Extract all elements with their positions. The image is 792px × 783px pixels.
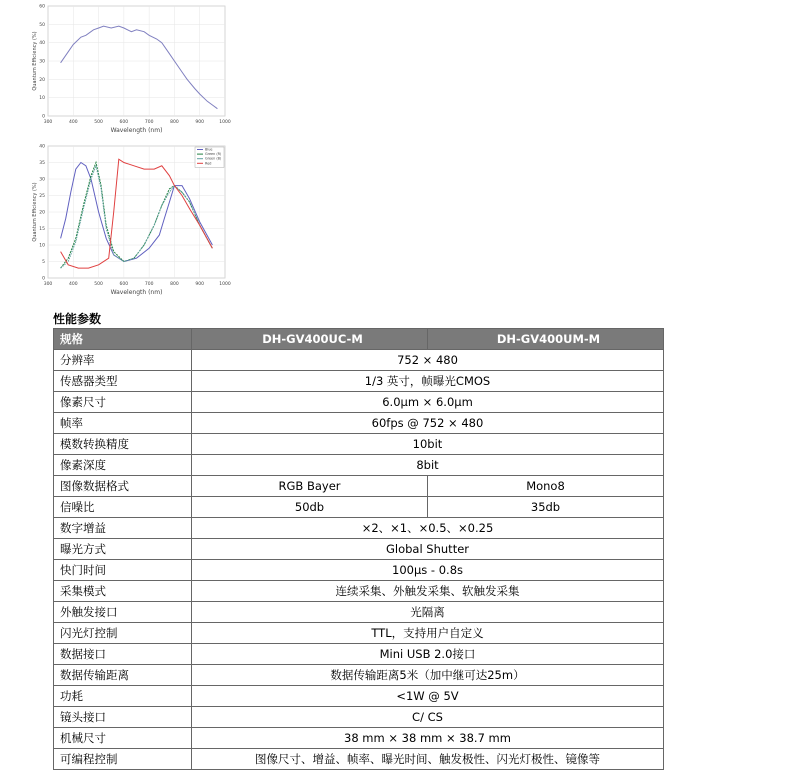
section-title: 性能参数 bbox=[53, 312, 102, 326]
legend-label: Green (R) bbox=[205, 152, 222, 157]
spec-label: 曝光方式 bbox=[54, 539, 192, 560]
spec-header-row bbox=[54, 329, 664, 350]
y-axis-label: Quantum Efficiency (%) bbox=[32, 182, 38, 242]
table-row bbox=[54, 644, 664, 665]
quantum-efficiency-chart-color bbox=[30, 140, 235, 300]
spec-value: 连续采集、外触发采集、软触发采集 bbox=[192, 581, 664, 602]
y-tick-label: 30 bbox=[39, 177, 45, 183]
table-row bbox=[54, 686, 664, 707]
y-tick-label: 10 bbox=[39, 96, 45, 102]
x-tick-label: 600 bbox=[119, 282, 129, 287]
x-tick-label: 600 bbox=[119, 120, 129, 125]
table-row bbox=[54, 455, 664, 476]
table-row bbox=[54, 560, 664, 581]
spec-value: 6.0μm × 6.0μm bbox=[192, 392, 664, 413]
spec-value: 数据传输距离5米（加中继可达25m） bbox=[192, 665, 664, 686]
spec-value: 图像尺寸、增益、帧率、曝光时间、触发极性、闪光灯极性、镜像等 bbox=[192, 749, 664, 770]
spec-label: 模数转换精度 bbox=[54, 434, 192, 455]
x-tick-label: 1000 bbox=[219, 282, 231, 287]
x-axis-label: Wavelength (nm) bbox=[110, 127, 163, 134]
table-row bbox=[54, 413, 664, 434]
table-row bbox=[54, 518, 664, 539]
table-row bbox=[54, 371, 664, 392]
spec-label: 机械尺寸 bbox=[54, 728, 192, 749]
table-row bbox=[54, 581, 664, 602]
spec-value: 752 × 480 bbox=[192, 350, 664, 371]
y-tick-label: 15 bbox=[39, 227, 45, 232]
spec-label: 外触发接口 bbox=[54, 602, 192, 623]
spec-value: 光隔离 bbox=[192, 602, 664, 623]
header-model-mono: DH-GV400UM-M bbox=[428, 329, 664, 350]
table-row bbox=[54, 602, 664, 623]
x-tick-label: 500 bbox=[94, 120, 103, 125]
y-tick-label: 50 bbox=[39, 22, 45, 28]
x-tick-label: 1000 bbox=[219, 120, 231, 125]
legend-label: Red bbox=[205, 161, 212, 166]
spec-label: 像素深度 bbox=[54, 455, 192, 476]
spec-label: 信噪比 bbox=[54, 497, 192, 518]
table-row bbox=[54, 497, 664, 518]
table-row bbox=[54, 623, 664, 644]
spec-value: ×2、×1、×0.5、×0.25 bbox=[192, 518, 664, 539]
spec-label: 图像数据格式 bbox=[54, 476, 192, 497]
spec-label: 采集模式 bbox=[54, 581, 192, 602]
y-axis-label: Quantum Efficiency (%) bbox=[32, 31, 38, 91]
y-tick-label: 40 bbox=[39, 41, 45, 47]
x-tick-label: 900 bbox=[195, 120, 205, 125]
x-tick-label: 900 bbox=[195, 282, 205, 287]
spec-value: C/ CS bbox=[192, 707, 664, 728]
spec-table bbox=[53, 328, 664, 770]
table-row bbox=[54, 434, 664, 455]
y-tick-label: 30 bbox=[39, 59, 45, 65]
spec-value-mono: Mono8 bbox=[428, 476, 664, 497]
spec-label: 可编程控制 bbox=[54, 749, 192, 770]
x-tick-label: 800 bbox=[170, 282, 179, 287]
spec-value: 1/3 英寸，帧曝光CMOS bbox=[192, 371, 664, 392]
y-tick-label: 35 bbox=[39, 161, 45, 166]
spec-value: Global Shutter bbox=[192, 539, 664, 560]
spec-value: Mini USB 2.0接口 bbox=[192, 644, 664, 665]
x-tick-label: 700 bbox=[144, 282, 154, 287]
x-tick-label: 500 bbox=[94, 282, 103, 287]
x-tick-label: 800 bbox=[170, 120, 179, 125]
table-row bbox=[54, 350, 664, 371]
y-tick-label: 25 bbox=[39, 194, 45, 199]
y-tick-label: 20 bbox=[39, 77, 45, 83]
spec-label: 功耗 bbox=[54, 686, 192, 707]
x-axis-label: Wavelength (nm) bbox=[110, 289, 163, 296]
spec-label: 数据接口 bbox=[54, 644, 192, 665]
table-row bbox=[54, 539, 664, 560]
spec-label: 数据传输距离 bbox=[54, 665, 192, 686]
table-row bbox=[54, 707, 664, 728]
x-tick-label: 700 bbox=[144, 120, 154, 125]
spec-value: 100μs - 0.8s bbox=[192, 560, 664, 581]
spec-value: 60fps @ 752 × 480 bbox=[192, 413, 664, 434]
legend-label: Blue bbox=[205, 147, 213, 152]
spec-value: <1W @ 5V bbox=[192, 686, 664, 707]
spec-label: 镜头接口 bbox=[54, 707, 192, 728]
y-tick-label: 5 bbox=[42, 260, 45, 265]
spec-label: 传感器类型 bbox=[54, 371, 192, 392]
table-row bbox=[54, 749, 664, 770]
y-tick-label: 40 bbox=[39, 144, 45, 150]
spec-label: 数字增益 bbox=[54, 518, 192, 539]
spec-label: 快门时间 bbox=[54, 560, 192, 581]
table-row bbox=[54, 665, 664, 686]
x-tick-label: 400 bbox=[68, 120, 78, 125]
spec-label: 像素尺寸 bbox=[54, 392, 192, 413]
y-tick-label: 10 bbox=[39, 243, 45, 249]
spec-value-color: RGB Bayer bbox=[192, 476, 428, 497]
x-tick-label: 300 bbox=[43, 282, 53, 287]
legend-label: Green (B) bbox=[205, 156, 222, 161]
spec-value-mono: 35db bbox=[428, 497, 664, 518]
spec-value: TTL，支持用户自定义 bbox=[192, 623, 664, 644]
table-row bbox=[54, 728, 664, 749]
spec-value: 8bit bbox=[192, 455, 664, 476]
y-tick-label: 20 bbox=[39, 210, 45, 216]
quantum-efficiency-chart-mono bbox=[30, 0, 235, 138]
table-row bbox=[54, 392, 664, 413]
spec-label: 闪光灯控制 bbox=[54, 623, 192, 644]
spec-value: 38 mm × 38 mm × 38.7 mm bbox=[192, 728, 664, 749]
y-tick-label: 0 bbox=[42, 114, 45, 120]
x-tick-label: 400 bbox=[68, 282, 78, 287]
spec-value: 10bit bbox=[192, 434, 664, 455]
spec-label: 帧率 bbox=[54, 413, 192, 434]
table-row bbox=[54, 476, 664, 497]
spec-label: 分辨率 bbox=[54, 350, 192, 371]
x-tick-label: 300 bbox=[43, 120, 53, 125]
header-model-color: DH-GV400UC-M bbox=[192, 329, 428, 350]
spec-value-color: 50db bbox=[192, 497, 428, 518]
y-tick-label: 0 bbox=[42, 276, 45, 282]
header-spec: 规格 bbox=[54, 329, 192, 350]
y-tick-label: 60 bbox=[39, 4, 45, 10]
